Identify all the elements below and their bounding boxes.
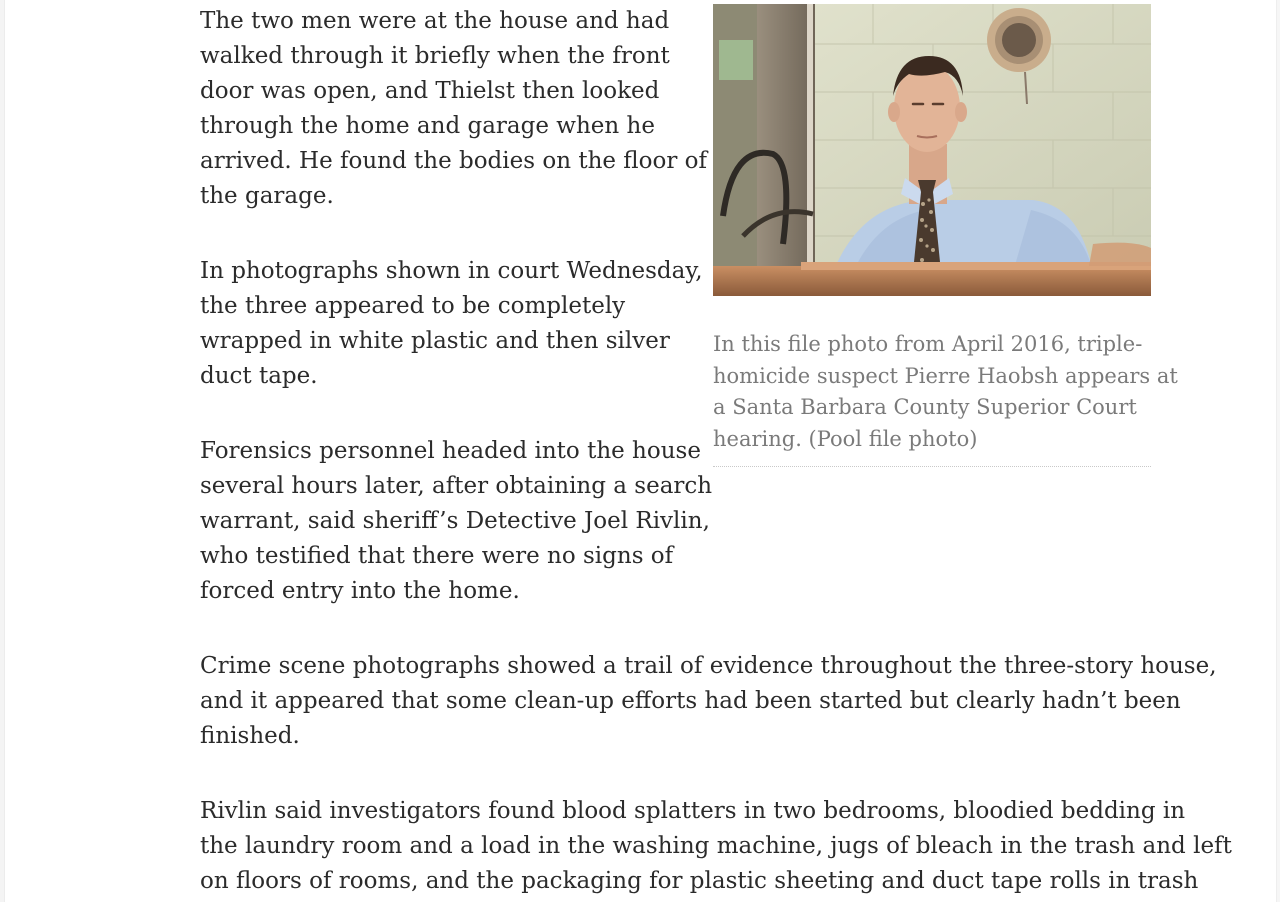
text-line: the laundry room and a load in the washing machine, jugs of bleach in the trash and left bbox=[200, 833, 1232, 859]
text-line: The two men were at the house and had bbox=[200, 8, 670, 34]
article-paragraph bbox=[200, 794, 1232, 899]
text-line: warrant, said sheriff’s Detective Joel Rivlin, bbox=[200, 508, 710, 534]
text-line: duct tape. bbox=[200, 363, 318, 389]
photo-caption bbox=[713, 329, 1178, 455]
text-line: finished. bbox=[200, 723, 300, 749]
article-paragraph bbox=[200, 649, 1217, 754]
suspect-court-photo[interactable] bbox=[713, 4, 1151, 296]
article-paragraph bbox=[200, 4, 707, 214]
article-paragraph bbox=[200, 434, 712, 609]
text-line: walked through it briefly when the front bbox=[200, 43, 670, 69]
text-line: wrapped in white plastic and then silver bbox=[200, 328, 670, 354]
caption-line: In this file photo from April 2016, triple- bbox=[713, 332, 1143, 356]
text-line: the three appeared to be completely bbox=[200, 293, 626, 319]
text-line: the garage. bbox=[200, 183, 334, 209]
text-line: on floors of rooms, and the packaging for plastic sheeting and duct tape rolls in trash bbox=[200, 868, 1199, 894]
text-line: who testified that there were no signs of bbox=[200, 543, 674, 569]
text-line: arrived. He found the bodies on the floor of bbox=[200, 148, 708, 174]
article-paragraph bbox=[200, 254, 703, 394]
caption-line: a Santa Barbara County Superior Court bbox=[713, 395, 1137, 419]
text-line: several hours later, after obtaining a search bbox=[200, 473, 713, 499]
article-figure bbox=[713, 4, 1151, 296]
caption-line: homicide suspect Pierre Haobsh appears at bbox=[713, 363, 1178, 388]
text-line: forced entry into the home. bbox=[200, 578, 520, 604]
page-left-border bbox=[0, 0, 5, 902]
text-line: Rivlin said investigators found blood splatters in two bedrooms, bloodied bedding in bbox=[200, 798, 1186, 824]
text-line: In photographs shown in court Wednesday, bbox=[200, 258, 703, 284]
caption-line: hearing. (Pool file photo) bbox=[713, 426, 978, 451]
text-line: and it appeared that some clean-up efforts had been started but clearly hadn’t been bbox=[200, 688, 1181, 714]
text-line: through the home and garage when he bbox=[200, 113, 655, 139]
text-line: door was open, and Thielst then looked bbox=[200, 78, 660, 104]
caption-divider bbox=[713, 466, 1151, 467]
text-line: Crime scene photographs showed a trail of evidence throughout the three-story house, bbox=[200, 653, 1217, 679]
text-line: Forensics personnel headed into the house bbox=[200, 438, 701, 464]
page-scrollbar-edge bbox=[1276, 0, 1280, 902]
